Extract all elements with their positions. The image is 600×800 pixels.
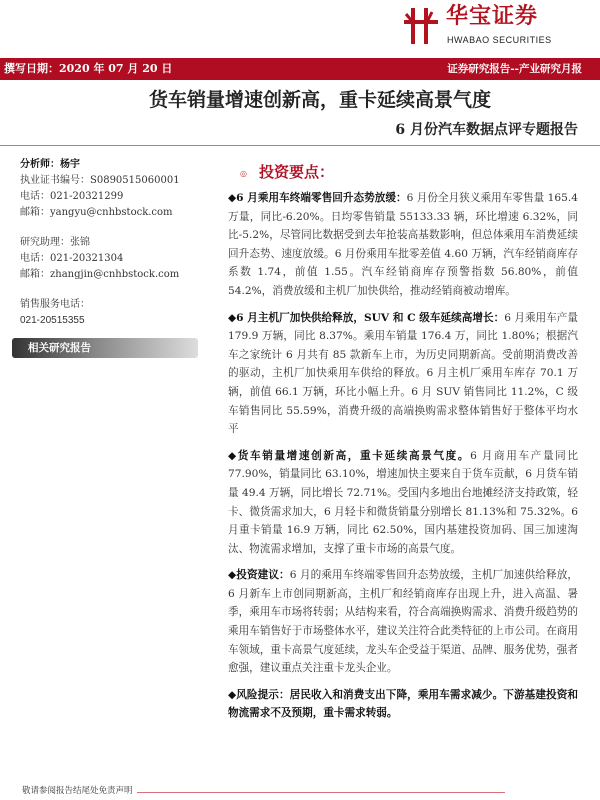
license-number: 执业证书编号：S0890515060001 <box>20 175 180 186</box>
assistant-phone: 电话：021-20321304 <box>20 253 124 264</box>
hwabao-logo-icon <box>402 4 440 46</box>
assistant-name: 研究助理：张锦 <box>20 237 90 248</box>
investment-advice: ◆投资建议：6 月的乘用车终端零售回升态势放缓，主机厂加速供给释放，6 月新车上市创同期新高，主机厂和经销商库存出现上升，进入高温、暑季，乘用车市场将转弱；从结构来看，符合高端换购需求、消费升级趋势的乘用车销售好于市场整体水平，建议关注符合此类特征的上市公司。在商用车领域，重卡高景气度延续，龙头车企受益于渠道、品牌、服务优势，强者愈强，建议重点关注重卡龙头企业。 <box>228 569 578 675</box>
sales-phone: 021-20515355 <box>20 315 85 326</box>
analyst-phone: 电话：021-20321299 <box>20 191 124 202</box>
risk-warning: ◆风险提示：居民收入和消费支出下降，乘用车需求减少。下游基建投资和物流需求不及预期，重卡需求转弱。 <box>228 688 578 720</box>
company-logo <box>402 4 592 48</box>
logo-text-en: HWABAO SECURITIES <box>447 35 552 45</box>
disclaimer-note: 敬请参阅报告结尾处免责声明 <box>22 786 133 796</box>
bullet-icon: ◎ <box>240 168 247 178</box>
logo-text-cn: 华宝证券 <box>446 4 539 29</box>
key-points-section <box>228 162 578 731</box>
assistant-email[interactable]: 邮箱：zhangjin@cnhbstock.com <box>20 269 180 280</box>
analyst-name: 分析师：杨宇 <box>20 159 80 170</box>
report-subtitle: 6 月份汽车数据点评专题报告 <box>395 122 578 138</box>
sales-label: 销售服务电话： <box>20 299 90 310</box>
report-title: 货车销量增速创新高，重卡延续高景气度 <box>148 89 491 111</box>
footer-divider <box>137 792 505 793</box>
report-type: 证券研究报告--产业研究月报 <box>447 63 582 75</box>
related-reports-header: 相关研究报告 <box>12 338 198 358</box>
header-band <box>0 58 600 80</box>
analyst-email[interactable]: 邮箱：yangyu@cnhbstock.com <box>20 207 173 218</box>
key-point-paragraph: ◆6 月乘用车终端零售回升态势放缓：6 月份全月狭义乘用车零售量 165.4 万量，同比-6.20%。日均零售销量 55133.33 辆，环比增速 6.32%，同比-5.2%，尽管同比数据受到去年抢装高基数影响，但总体乘用车消费延续回升态势、速度放缓。6 月份乘用车批零差值 4.60 万辆，汽车经销商库存系数 1.74，前值 1.55。汽车经销商库存预警指数 56.80%，前值 54.2%，消费放缓和主机厂加快供给，推动经销商被动增库。 <box>228 192 578 297</box>
divider <box>0 145 600 146</box>
key-points-heading: ◎ 投资要点： <box>240 163 334 181</box>
key-point-paragraph: ◆6 月主机厂加快供给释放，SUV 和 C 级车延续高增长：6 月乘用车产量 179.9 万辆，同比 8.37%。乘用车销量 176.4 万，同比 1.80%；根据汽车之家统计 6 月共有 85 款新车上市，为历史同期新高。受前期消费改善的驱动，主机厂加快乘用车供给的释放。6 月主机厂乘用车库存 70.1 万辆，前值 66.1 万辆，环比小幅上升。6 月 SUV 销售同比 11.2%，C 级车销售同比 55.59%，消费升级的高端换购需求整体销售好于整体平均水平 <box>228 311 578 436</box>
report-date: 撰写日期：2020 年 07 月 20 日 <box>4 62 173 75</box>
contact-panel <box>20 157 205 329</box>
key-point-paragraph: ◆货车销量增速创新高，重卡延续高景气度。6 月商用车产量同比 77.90%，销量同比 63.10%，增速加快主要来自于货车贡献，6 月货车销量 49.4 万辆，同比增长 72.71%。受国内多地出台地摊经济支持政策，轻卡、微货需求加大，6 月轻卡和微货销量分别增长 81.13%和 75.32%。6 月重卡销量 16.9 万辆，同比 62.50%，国内基建投资加码、国三加速淘汰、物流需求增加，支撑了重卡市场的高景气度。 <box>228 449 578 555</box>
